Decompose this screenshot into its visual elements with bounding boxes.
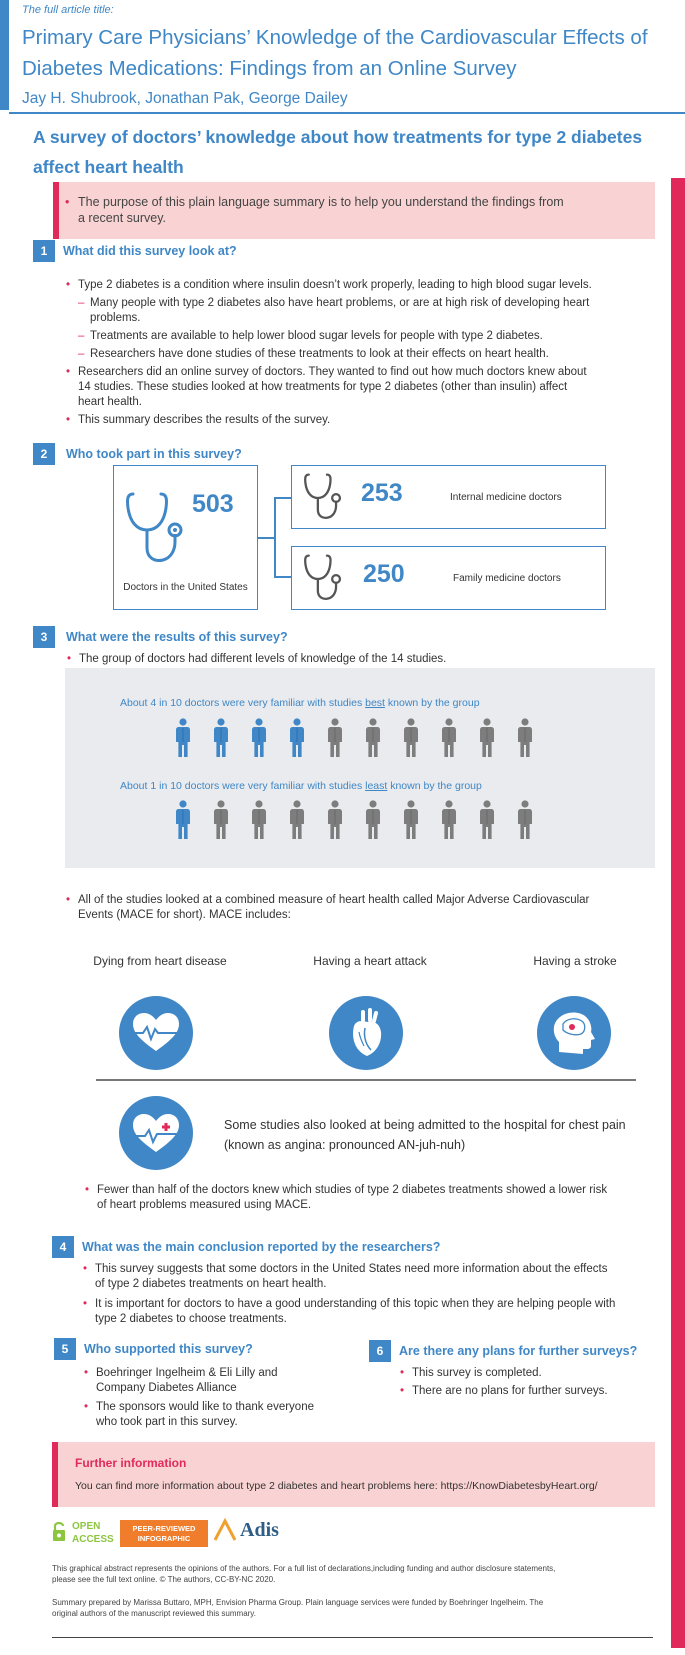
caption-text: known by the group (384, 697, 480, 709)
angina-line: Some studies also looked at being admitted to the hospital for chest pain (224, 1118, 626, 1132)
anatomical-heart-icon (329, 996, 403, 1070)
person-icon (364, 800, 382, 840)
peer-badge-line: INFOGRAPHIC (137, 1534, 191, 1543)
stroke-icon (537, 996, 611, 1070)
bullet-dot: • (65, 195, 70, 209)
bullet-item: • Type 2 diabetes is a condition where insulin doesn’t work properly, leading to high blood sugar levels. (66, 279, 592, 291)
person-icon (440, 800, 458, 840)
bullet-text: Type 2 diabetes is a condition where insulin doesn’t work properly, leading to high blood sugar levels. (78, 279, 592, 291)
connector-line (274, 497, 292, 499)
person-icon (364, 718, 382, 758)
open-access-label (72, 1520, 114, 1546)
sub-bullet-item: – Treatments are available to help lower blood sugar levels for people with type 2 diabetes. (78, 330, 543, 342)
bullet-item: • It is important for doctors to have a good understanding of this topic when they are helping people with type 2 diabetes to choose treatments. (95, 1297, 660, 1327)
bullet-text: Boehringer Ingelheim & Eli Lilly and (96, 1367, 278, 1379)
caption-text: About 4 in 10 doctors were very familiar with studies (120, 697, 366, 709)
bullet-item: • The group of doctors had different levels of knowledge of the 14 studies. (67, 653, 447, 665)
further-info-box (52, 1442, 655, 1507)
family-medicine-count: 250 (363, 560, 405, 588)
bullet-text: who took part in this survey. (96, 1416, 238, 1428)
best-known-caption (120, 697, 480, 709)
further-info-title: Further information (75, 1456, 187, 1470)
mace-label-stroke: Having a stroke (533, 954, 617, 968)
person-icon (288, 718, 306, 758)
stethoscope-icon (303, 553, 347, 605)
bullet-item: • Boehringer Ingelheim & Eli Lilly and Company Diabetes Alliance (96, 1366, 336, 1396)
bullet-item: • Researchers did an online survey of doctors. They wanted to find out how much doctors knew about 14 studies. These studies looked at how treatments for type 2 diabetes (other than insulin) affect heart health. (78, 365, 648, 410)
section-number: 2 (33, 443, 55, 465)
connector-line (274, 497, 276, 577)
least-known-caption (120, 780, 482, 792)
footer-line: please see the full text online. © The authors, CC-BY-NC 2020. (52, 1575, 276, 1584)
further-info-text: You can find more information about type 2 diabetes and heart problems here: https://KnowDiabetesbyHeart.org/ (75, 1480, 598, 1492)
section-number: 5 (54, 1338, 76, 1360)
open-access-line: ACCESS (72, 1534, 114, 1545)
bullet-text: All of the studies looked at a combined measure of heart health called Major Adverse Cardiovascular (78, 894, 590, 906)
footer-line: This graphical abstract represents the opinions of the authors. For a full list of declarations,including funding and author disclosure statements, (52, 1564, 556, 1573)
side-accent-strip (671, 178, 685, 1648)
person-icon (326, 800, 344, 840)
footer-line: original authors of the manuscript reviewed this summary. (52, 1609, 256, 1618)
bullet-text: Events (MACE for short). MACE includes: (78, 909, 291, 921)
footer-disclaimer (52, 1563, 632, 1585)
footer-divider (52, 1637, 653, 1638)
person-icon (516, 718, 534, 758)
person-icon (174, 800, 192, 840)
sub-bullet-item: – Many people with type 2 diabetes also have heart problems, or are at high risk of developing heart problems. (90, 296, 650, 326)
person-icon (326, 718, 344, 758)
article-title (22, 22, 672, 84)
bullet-text: This summary describes the results of the survey. (78, 414, 331, 426)
section-title: What were the results of this survey? (66, 630, 288, 644)
total-count: 503 (192, 490, 234, 518)
page-title-line: affect heart health (33, 157, 184, 177)
bullet-item: • The sponsors would like to thank everyone who took part in this survey. (96, 1400, 336, 1430)
section-title: What was the main conclusion reported by the researchers? (82, 1240, 441, 1254)
section-number: 1 (33, 240, 55, 262)
caption-text: About 1 in 10 doctors were very familiar with studies (120, 780, 366, 792)
person-icon (516, 800, 534, 840)
purpose-text (65, 194, 630, 226)
mace-label-heart-attack: Having a heart attack (313, 954, 427, 968)
stethoscope-icon (125, 490, 191, 570)
peer-reviewed-badge (120, 1520, 208, 1547)
bullet-text: Many people with type 2 diabetes also have heart problems, or are at high risk of developing heart (90, 297, 590, 309)
article-title-label: The full article title: (22, 4, 114, 16)
bullet-text: 14 studies. These studies looked at how treatments for type 2 diabetes (other than insulin) affect (78, 381, 568, 393)
footer-credits (52, 1597, 632, 1619)
person-icon (478, 718, 496, 758)
section-title: Are there any plans for further surveys? (399, 1344, 638, 1358)
bullet-text: Researchers did an online survey of doctors. They wanted to find out how much doctors knew about (78, 366, 587, 378)
head-brain-icon (537, 996, 611, 1070)
page-title (33, 122, 683, 182)
bullet-item: • This survey suggests that some doctors in the United States need more information about the effects of type 2 diabetes treatments on heart health. (95, 1262, 660, 1292)
bullet-text: type 2 diabetes to choose treatments. (95, 1313, 287, 1325)
section-title: Who took part in this survey? (66, 447, 242, 461)
authors: Jay H. Shubrook, Jonathan Pak, George Dailey (22, 90, 348, 107)
article-title-line: Diabetes Medications: Findings from an Online Survey (22, 57, 517, 80)
purpose-line: a recent survey. (78, 211, 167, 225)
person-icon (402, 800, 420, 840)
bullet-item: • This summary describes the results of the survey. (66, 414, 331, 426)
bullet-text: of heart problems measured using MACE. (97, 1199, 312, 1211)
header-divider (9, 112, 685, 114)
bullet-text: Treatments are available to help lower blood sugar levels for people with type 2 diabetes. (90, 330, 543, 342)
bullet-text: The sponsors would like to thank everyone (96, 1401, 314, 1413)
bullet-text: This survey is completed. (412, 1367, 542, 1379)
family-medicine-label: Family medicine doctors (453, 573, 561, 584)
section-title: Who supported this survey? (84, 1342, 253, 1356)
bullet-text: problems. (90, 312, 141, 324)
bullet-text: Company Diabetes Alliance (96, 1382, 237, 1394)
bullet-text: It is important for doctors to have a good understanding of this topic when they are helping people with (95, 1298, 616, 1310)
connector-line (258, 537, 274, 539)
stethoscope-icon (303, 472, 347, 524)
adis-triangle-icon (212, 1518, 238, 1542)
person-icon (250, 718, 268, 758)
bullet-text: Fewer than half of the doctors knew which studies of type 2 diabetes treatments showed a lower risk (97, 1184, 608, 1196)
heart-monitor-icon (119, 996, 193, 1070)
section-title: What did this survey look at? (63, 244, 237, 258)
bullet-item: • This survey is completed. (400, 1367, 542, 1379)
bullet-text: Researchers have done studies of these treatments to look at their effects on heart health. (90, 348, 549, 360)
section-number: 3 (33, 626, 55, 648)
person-icon (402, 718, 420, 758)
bullet-item: • Fewer than half of the doctors knew which studies of type 2 diabetes treatments showed a lower risk of heart problems measured using MACE. (97, 1183, 657, 1213)
open-access-line: OPEN (72, 1521, 101, 1532)
caption-emphasis: least (365, 780, 388, 792)
footer-line: Summary prepared by Marissa Buttaro, MPH, Envision Pharma Group. Plain language services were funded by Boehringer Ingelheim. The (52, 1598, 544, 1607)
heart-attack-icon (329, 996, 403, 1070)
bullet-item: • All of the studies looked at a combined measure of heart health called Major Adverse Cardiovascular Events (MACE for short). MACE includes: (78, 893, 648, 923)
person-icon (174, 718, 192, 758)
caption-emphasis: best (365, 697, 385, 709)
page-title-line: A survey of doctors’ knowledge about how treatments for type 2 diabetes (33, 127, 643, 147)
section-number: 6 (369, 1340, 391, 1362)
sub-bullet-item: – Researchers have done studies of these treatments to look at their effects on heart health. (78, 348, 549, 360)
header-accent-bar (0, 0, 9, 110)
adis-logo-text: Adis (240, 1519, 279, 1541)
person-icon (212, 718, 230, 758)
bullet-text: heart health. (78, 396, 142, 408)
heart-cross-icon (119, 1096, 193, 1170)
total-label: Doctors in the United States (123, 582, 248, 593)
purpose-line: The purpose of this plain language summary is to help you understand the findings from (78, 195, 564, 209)
open-access-lock-icon (52, 1520, 66, 1542)
connector-line (274, 576, 292, 578)
caption-text: known by the group (387, 780, 482, 792)
divider-line (96, 1079, 636, 1081)
bullet-text: of type 2 diabetes treatments on heart health. (95, 1278, 327, 1290)
internal-medicine-label: Internal medicine doctors (450, 492, 562, 503)
heart-disease-icon (119, 996, 193, 1070)
chest-pain-icon (119, 1096, 193, 1170)
article-title-line: Primary Care Physicians’ Knowledge of the Cardiovascular Effects of (22, 26, 648, 49)
bullet-text: The group of doctors had different levels of knowledge of the 14 studies. (79, 653, 447, 665)
person-icon (478, 800, 496, 840)
internal-medicine-count: 253 (361, 479, 403, 507)
bullet-item: • There are no plans for further surveys. (400, 1385, 608, 1397)
section-number: 4 (52, 1236, 74, 1258)
mace-label-heart-disease: Dying from heart disease (93, 954, 227, 968)
person-icon (250, 800, 268, 840)
angina-line: (known as angina: pronounced AN-juh-nuh) (224, 1138, 466, 1152)
bullet-text: This survey suggests that some doctors in the United States need more information about the effects (95, 1263, 608, 1275)
peer-badge-line: PEER-REVIEWED (132, 1524, 196, 1533)
bullet-text: There are no plans for further surveys. (412, 1385, 608, 1397)
person-icon (440, 718, 458, 758)
person-icon (212, 800, 230, 840)
angina-text (224, 1115, 644, 1155)
person-icon (288, 800, 306, 840)
